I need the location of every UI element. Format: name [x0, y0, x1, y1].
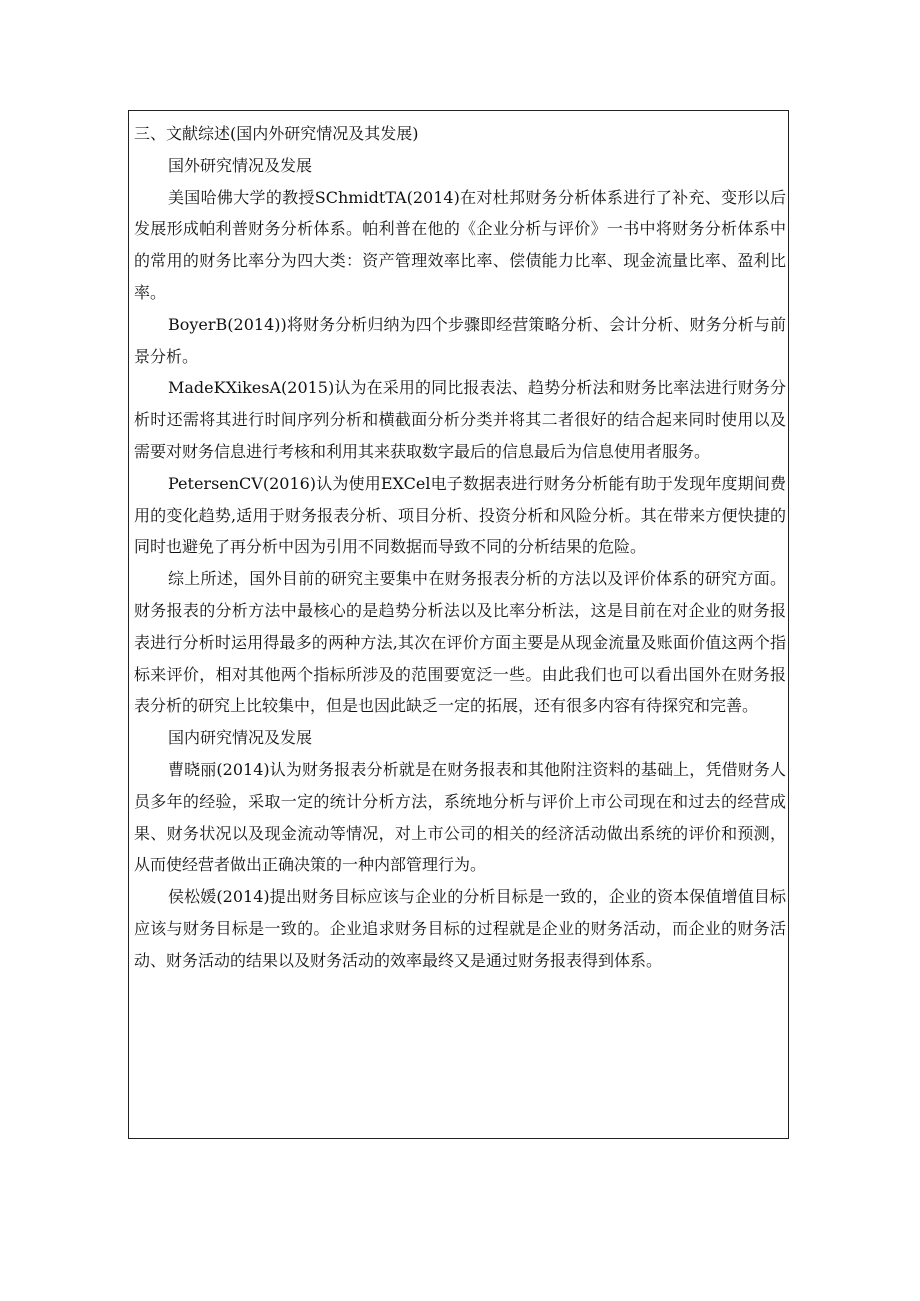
section-title: 三、文献综述(国内外研究情况及其发展): [134, 124, 419, 143]
paragraph-boyer: BoyerB(2014))将财务分析归纳为四个步骤即经营策略分析、会计分析、财务分析与前景分析。: [134, 314, 786, 366]
paragraph-madek: MadeKXikesA(2015)认为在采用的同比报表法、趋势分析法和财务比率法进行财务分析时还需将其进行时间序列分析和横截面分析分类并将其二者很好的结合起来同时使用以及需要对财务信息进行考核和利用其来获取数字最后的信息最后为信息使用者服务。: [134, 378, 786, 461]
literature-review-section: [134, 118, 786, 977]
paragraph-petersen: PetersenCV(2016)认为使用EXCel电子数据表进行财务分析能有助于发现年度期间费用的变化趋势,适用于财务报表分析、项目分析、投资分析和风险分析。其在带来方便快捷的同时也避免了再分析中因为引用不同数据而导致不同的分析结果的危险。: [134, 473, 786, 557]
paragraph-schmidt: 美国哈佛大学的教授SChmidtTA(2014)在对杜邦财务分析体系进行了补充、变形以后发展形成帕利普财务分析体系。帕利普在他的《企业分析与评价》一书中将财务分析体系中的常用的财务比率分为四大类：资产管理效率比率、偿债能力比率、现金流量比率、盈利比率。: [134, 187, 786, 302]
subheading-domestic-research: 国内研究情况及发展: [168, 728, 313, 748]
paragraph-cao-xiaoli: 曹晓丽(2014)认为财务报表分析就是在财务报表和其他附注资料的基础上，凭借财务人员多年的经验，采取一定的统计分析方法，系统地分析与评价上市公司现在和过去的经营成果、财务状况以及现金流动等情况，对上市公司的相关的经济活动做出系统的评价和预测，从而使经营者做出正确决策的一种内部管理行为。: [134, 759, 786, 875]
subheading-foreign-research: 国外研究情况及发展: [168, 155, 313, 175]
paragraph-hou-songyuan: 侯松媛(2014)提出财务目标应该与企业的分析目标是一致的，企业的资本保值增值目标应该与财务目标是一致的。企业追求财务目标的过程就是企业的财务活动，而企业的财务活动、财务活动的结果以及财务活动的效率最终又是通过财务报表得到体系。: [134, 887, 786, 970]
paragraph-foreign-summary: 综上所述，国外目前的研究主要集中在财务报表分析的方法以及评价体系的研究方面。财务报表的分析方法中最核心的是趋势分析法以及比率分析法，这是目前在对企业的财务报表进行分析时运用得最多的两种方法,其次在评价方面主要是从现金流量及账面价值这两个指标来评价，相对其他两个指标所涉及的范围要宽泛一些。由此我们也可以看出国外在财务报表分析的研究上比较集中，但是也因此缺乏一定的拓展，还有很多内容有待探究和完善。: [134, 569, 786, 716]
